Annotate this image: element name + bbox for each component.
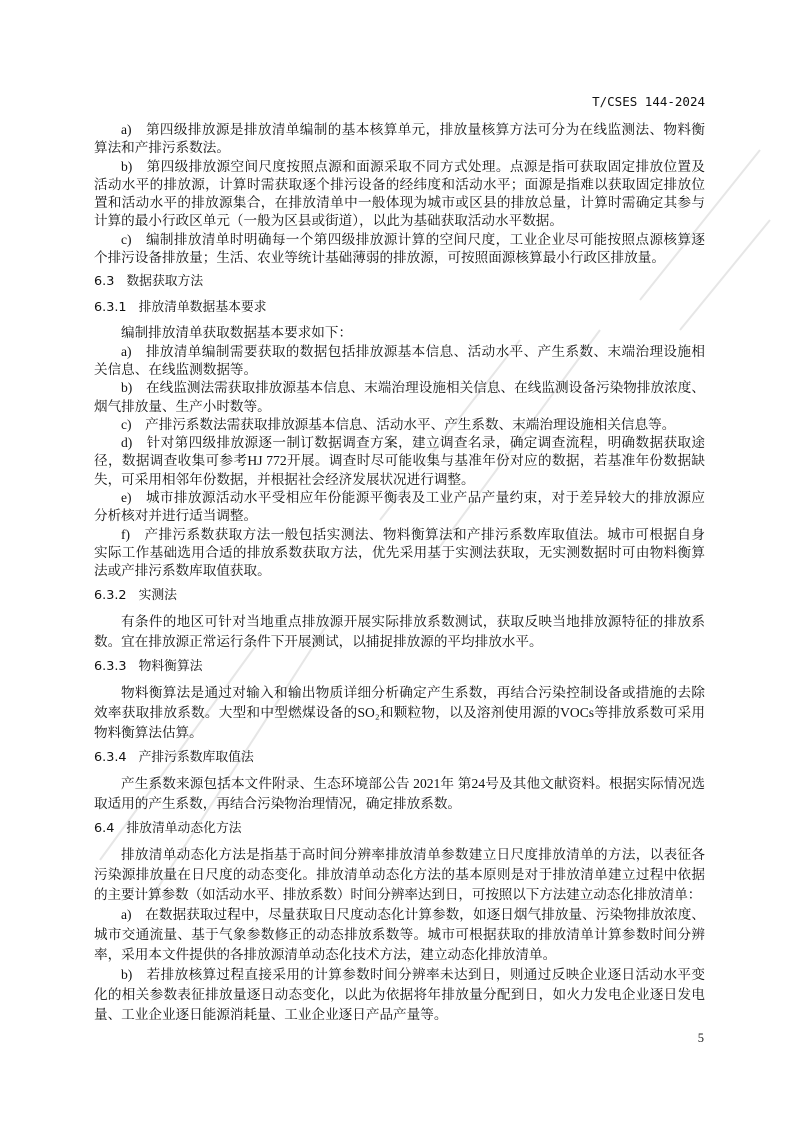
text-line: 有条件的地区可针对当地重点排放源开展实际排放系数测试，获取反映当地排放源特征的排放系 <box>121 613 705 629</box>
text-line: 径，数据调查收集可参考HJ 772开展。调查时尽可能收集与基准年份对应的数据，若基准年份数据缺 <box>94 453 705 469</box>
text-line: 失，可采用相邻年份数据，并根据社会经济发展状况进行调整。 <box>94 471 475 487</box>
text-line: 个排污设备排放量；生活、农业等统计基础薄弱的排放源，可按照面源核算最小行政区排放量。 <box>94 250 665 266</box>
section-heading <box>94 298 705 318</box>
paragraph <box>94 121 705 158</box>
document-body <box>94 121 705 1025</box>
text-line: 分析核对并进行适当调整。 <box>94 508 258 524</box>
text-line: 实际工作基础选用合适的排放系数获取方法，优先采用基于实测法获取，无实测数据时可由物料衡算 <box>94 544 705 560</box>
text-line: 率，采用本文件提供的各排放源清单动态化技术方法，建立动态化排放清单。 <box>94 946 557 962</box>
section-heading <box>94 748 705 768</box>
paragraph <box>94 489 705 526</box>
text-line: 污染源排放量在日尺度的动态变化。排放清单动态化方法的基本原则是对于排放清单建立过程中依据 <box>94 866 705 882</box>
text-line: c) 编制排放清单时明确每一个第四级排放源计算的空间尺度，工业企业尽可能按照点源核算逐 <box>121 231 705 247</box>
text-line: b) 若排放核算过程直接采用的计算参数时间分辨率未达到日，则通过反映企业逐日活动水平变 <box>121 966 705 982</box>
paragraph <box>94 526 705 581</box>
text-line: 物料衡算法估算。 <box>94 724 203 740</box>
text-line: 产生系数来源包括本文件附录、生态环境部公告 2021年 第24号及其他文献资料。根据实际情况选 <box>121 775 705 791</box>
text-line: 效率获取排放系数。大型和中型燃煤设备的SO₂和颗粒物，以及溶剂使用源的VOCs等排放系数可采用 <box>94 704 705 720</box>
text-line: 算法和产排污系数法。 <box>94 140 230 156</box>
section-heading <box>94 657 705 677</box>
text-line: 取适用的产生系数，再结合污染物治理情况，确定排放系数。 <box>94 795 462 811</box>
paragraph <box>94 231 705 268</box>
section-heading <box>94 272 705 292</box>
text-line: c) 产排污系数法需获取排放源基本信息、活动水平、产生系数、末端治理设施相关信息等。 <box>121 416 676 432</box>
text-line: 关信息、在线监测数据等。 <box>94 361 258 377</box>
text-line: 的主要计算参数（如活动水平、排放系数）时间分辨率达到日，可按照以下方法建立动态化排放清单： <box>94 886 702 902</box>
text-line: 量、工业企业逐日能源消耗量、工业企业逐日产品产量等。 <box>94 1006 448 1022</box>
paragraph <box>94 774 705 814</box>
text-line: 活动水平的排放源，计算时需获取逐个排污设备的经纬度和活动水平；面源是指难以获取固定排放位 <box>94 176 705 192</box>
text-line: f) 产排污系数获取方法一般包括实测法、物料衡算法和产排污系数库取值法。城市可根据自身 <box>121 526 705 542</box>
text-line: 法或产排污系数库取值获取。 <box>94 563 271 579</box>
paragraph <box>94 416 705 434</box>
section-title: 实测法 <box>138 587 177 603</box>
text-line: 编制排放清单获取数据基本要求如下： <box>121 325 353 341</box>
section-number: 6.3.4 <box>94 749 127 765</box>
section-title: 物料衡算法 <box>138 658 203 674</box>
text-line: d) 针对第四级排放源逐一制订数据调查方案，建立调查名录，确定调查流程，明确数据获取途 <box>121 435 705 451</box>
paragraph <box>94 612 705 652</box>
text-line: b) 在线监测法需获取排放源基本信息、末端治理设施相关信息、在线监测设备污染物排放浓度、 <box>121 380 705 396</box>
section-heading <box>94 819 705 839</box>
text-line: a) 第四级排放源是排放清单编制的基本核算单元，排放量核算方法可分为在线监测法、物料衡 <box>121 122 705 137</box>
paragraph <box>94 324 705 342</box>
section-heading <box>94 586 705 606</box>
text-line: b) 第四级排放源空间尺度按照点源和面源采取不同方式处理。点源是指可获取固定排放位置及 <box>121 158 705 174</box>
text-line: a) 排放清单编制需要获取的数据包括排放源基本信息、活动水平、产生系数、末端治理设施相 <box>121 343 705 359</box>
document-code: T/CSES 144-2024 <box>592 94 705 109</box>
section-number: 6.3.1 <box>94 300 127 316</box>
paragraph <box>94 683 705 743</box>
section-title: 数据获取方法 <box>126 274 204 290</box>
section-title: 排放清单数据基本要求 <box>138 300 267 316</box>
text-line: 烟气排放量、生产小时数等。 <box>94 398 271 414</box>
text-line: 数。宜在排放源正常运行条件下开展测试，以捕捉排放源的平均排放水平。 <box>94 633 543 649</box>
paragraph <box>94 905 705 965</box>
paragraph <box>94 965 705 1025</box>
text-line: e) 城市排放源活动水平受相应年份能源平衡表及工业产品产量约束，对于差异较大的排放源应 <box>121 490 705 506</box>
section-number: 6.3.2 <box>94 587 127 603</box>
text-line: 计算的最小行政区单元（一般为区县或街道），以此为基础获取活动水平数据。 <box>94 213 563 229</box>
section-number: 6.3 <box>94 274 115 290</box>
page-number: 5 <box>697 1031 704 1045</box>
text-line: 置和活动水平的排放源集合，在排放清单中一般体现为城市或区县的排放总量，计算时需确定其参与 <box>94 195 705 211</box>
text-line: 城市交通流量、基于气象参数修正的动态排放系数等。城市可根据获取的排放清单计算参数时间分辨 <box>94 926 705 942</box>
paragraph <box>94 343 705 380</box>
text-line: 物料衡算法是通过对输入和输出物质详细分析确定产生系数，再结合污染控制设备或措施的去除 <box>121 684 705 700</box>
paragraph <box>94 434 705 489</box>
paragraph <box>94 158 705 231</box>
paragraph <box>94 845 705 905</box>
text-line: a) 在数据获取过程中，尽量获取日尺度动态化计算参数，如逐日烟气排放量、污染物排放浓度、 <box>121 906 705 922</box>
text-line: 排放清单动态化方法是指基于高时间分辨率排放清单参数建立日尺度排放清单的方法，以表征各 <box>121 846 705 862</box>
section-number: 6.3.3 <box>94 658 127 674</box>
section-title: 排放清单动态化方法 <box>126 820 242 836</box>
paragraph <box>94 379 705 416</box>
section-number: 6.4 <box>94 820 115 836</box>
section-title: 产排污系数库取值法 <box>138 749 254 765</box>
text-line: 化的相关参数表征排放量逐日动态变化，以此为依据将年排放量分配到日，如火力发电企业逐日发电 <box>94 986 705 1002</box>
